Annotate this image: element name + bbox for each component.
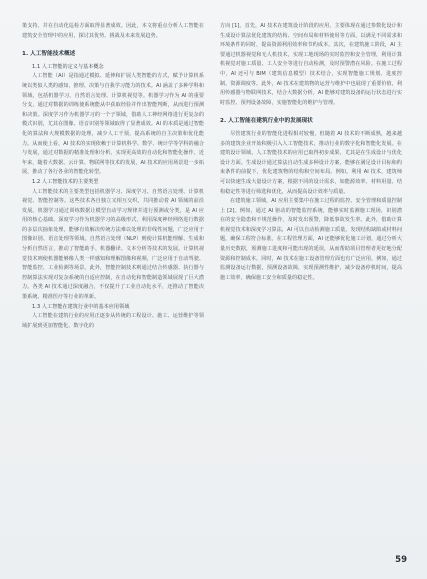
paragraph: 策支持，并在自动化巡检方面取得显著成效。因此，本文将重点分析人工智能在建筑安全管理中的应用，探讨其优势、挑战及未来发展趋势。 [22,23,204,39]
section-heading-2: 2. 人工智能在建筑行业中的发展现状 [220,118,313,125]
paragraph: 人工智能（AI）是指通过模拟、延伸和扩展人类智能的方式，赋予计算机系统以类似人类的感知、推理、决策与自我学习能力的技术。AI 涵盖了多种学科和领域，包括机器学习、自然语言处理、计算机视觉等。机器学习作为 AI 的重要分支，通过对数据的训练使系统能从中获取经验并作出智能判断，从而进行预测和决策。深度学习作为机器学习的一个子领域，借助人工神经网络进行更复杂的模式识别，尤其在图像、语音识别等领域取得了显著成效。AI 的本质是通过智能化的算法和大规模数据的处理，减少人工干预，提高系统的自主决策和优化能力。从而使上看，AI 技术的实现依赖于计算机科学、数学、统计学等学科的融合与发展，通过对数据的精准处理和分析，实现更高效的自动化和智能化操作。近年来，随着大数据、云计算、物联网等技术的发展，AI 技术的应用场景进一步拓展，推动了各行各业的智能化转型。 [22,73,204,176]
right-column [220,22,402,283]
page-number: 59 [395,555,407,565]
paragraph: 尽管建筑行业的智能化进程相对较慢，但随着 AI 技术的不断成熟，越来越多的建筑企业开始积极引入人工智能技术，推动行业的数字化和智能化发展。在建筑设计领域，人工智能技术的应用已取得初步成果，尤其是在生成设计与优化设计方面。生成设计通过算法自动生成多种设计方案，能够在满足设计目标和约束条件的前提下，优化建筑物的结构和空间布局。例如，利用 AI 技术，建筑师可以快速生成大量设计方案，根据不同的设计需求，如能源效率、材料用量、结构稳定性等进行筛选和优化，从而提高设计效率与质量。 [220,130,402,195]
paragraph: 方向 [1]。首先，AI 技术在建筑设计阶段的应用，主要体现在通过参数化设计和生成设计算法优化建筑的结构、空间布局和材料使用等方面，以满足不同需求和环境条件的同时，提高资源利用效率和节约成本。其次，在建筑施工阶段，AI 主要通过机器视觉和无人机技术，实现工地现场的实时监控和安全管理，利用计算机视觉对施工质量、工人安全等进行自动检测，及时预警潜在风险。在施工过程中，AI 还可与 BIM（建筑信息模型）技术结合，实现智能施工规划、进度控制、资源调度等。此外，AI 技术在建筑物的运营与维护中也展现了重要价值，利用传感器与物联网技术，结合大数据分析，AI 能够对建筑设备的运行状态进行实时监控、预判设备故障，实施智能化的维护与管理。 [220,23,402,106]
paragraph: 人工智能技术的主要类型包括机器学习、深度学习、自然语言处理、计算机视觉、智能控制等。这些技术各自独立又相互交织，共同推动着 AI 领域的前沿发展。机器学习通过训练数据让模型自动学习规律并进行预测或分类，是 AI 应用的核心基础。深度学习作为机器学习的高级形式，利用深度神经网络进行数据的多层次抽象处理，能够有效解决传统方法难以处理的非线性问题，广泛应用于图像识别、语音处理等领域。自然语言处理（NLP）则使计算机能理解、生成和分析自然语言，推动了智能助手、机器翻译、文本分析等技术的发展。计算机视觉技术则使机器能够像人类一样感知和理解图像和视频，广泛应用于自动驾驶、智能监控、工业检测等场景。此外，智能控制技术则通过结合传感器、执行器与控制算法实现对复杂系统的自适应控制，在自动化和智能制造领域展现了巨大潜力。各类 AI 技术通过深度融合，不仅提升了工业自动化水平，还推动了智能决策系统、精准医疗等行业的革新。 [22,188,204,301]
section-heading-1: 1. 人工智能技术概述 [22,51,76,58]
subsection-heading-1-2: 1.2 人工智能技术的主要类型 [32,178,99,185]
left-column [22,22,204,331]
paragraph: 在建筑施工领域，AI 应用主要集中在施工过程的监控、安全管理和质量控制上 [2]。例如，通过 AI 驱动的智能监控系统，能够实时监测施工现场，识别潜在的安全隐患和不规范操作，及时发出预警，降低事故发生率。此外，借助计算机视觉技术和深度学习算法，AI 可以自动检测施工质量，发现结构缺陷或材料问题，确保工程符合标准。在工程管理方面，AI 还能够优化施工计划，通过分析大量历史数据，预测施工进度和可能出现的延误，从而帮助项目管理者更好地分配资源和控制成本。同时，AI 技术在施工设备管理方面也有广泛应用，例如，通过监测设备运行数据，预测设备故障，实现预测性维护，减少设备停机时间，提高施工效率，确保施工安全和质量的稳定性。 [220,198,402,281]
paragraph: 人工智能在建筑行业的应用正逐步从传统的工程设计、施工、运营维护等领域扩展到更加智能化、数字化的 [22,313,204,329]
subsection-heading-1-1: 1.1 人工智能的定义与基本概念 [32,63,104,70]
subsection-heading-1-3: 1.3 人工智能在建筑行业中的基本应用领域 [32,303,130,310]
